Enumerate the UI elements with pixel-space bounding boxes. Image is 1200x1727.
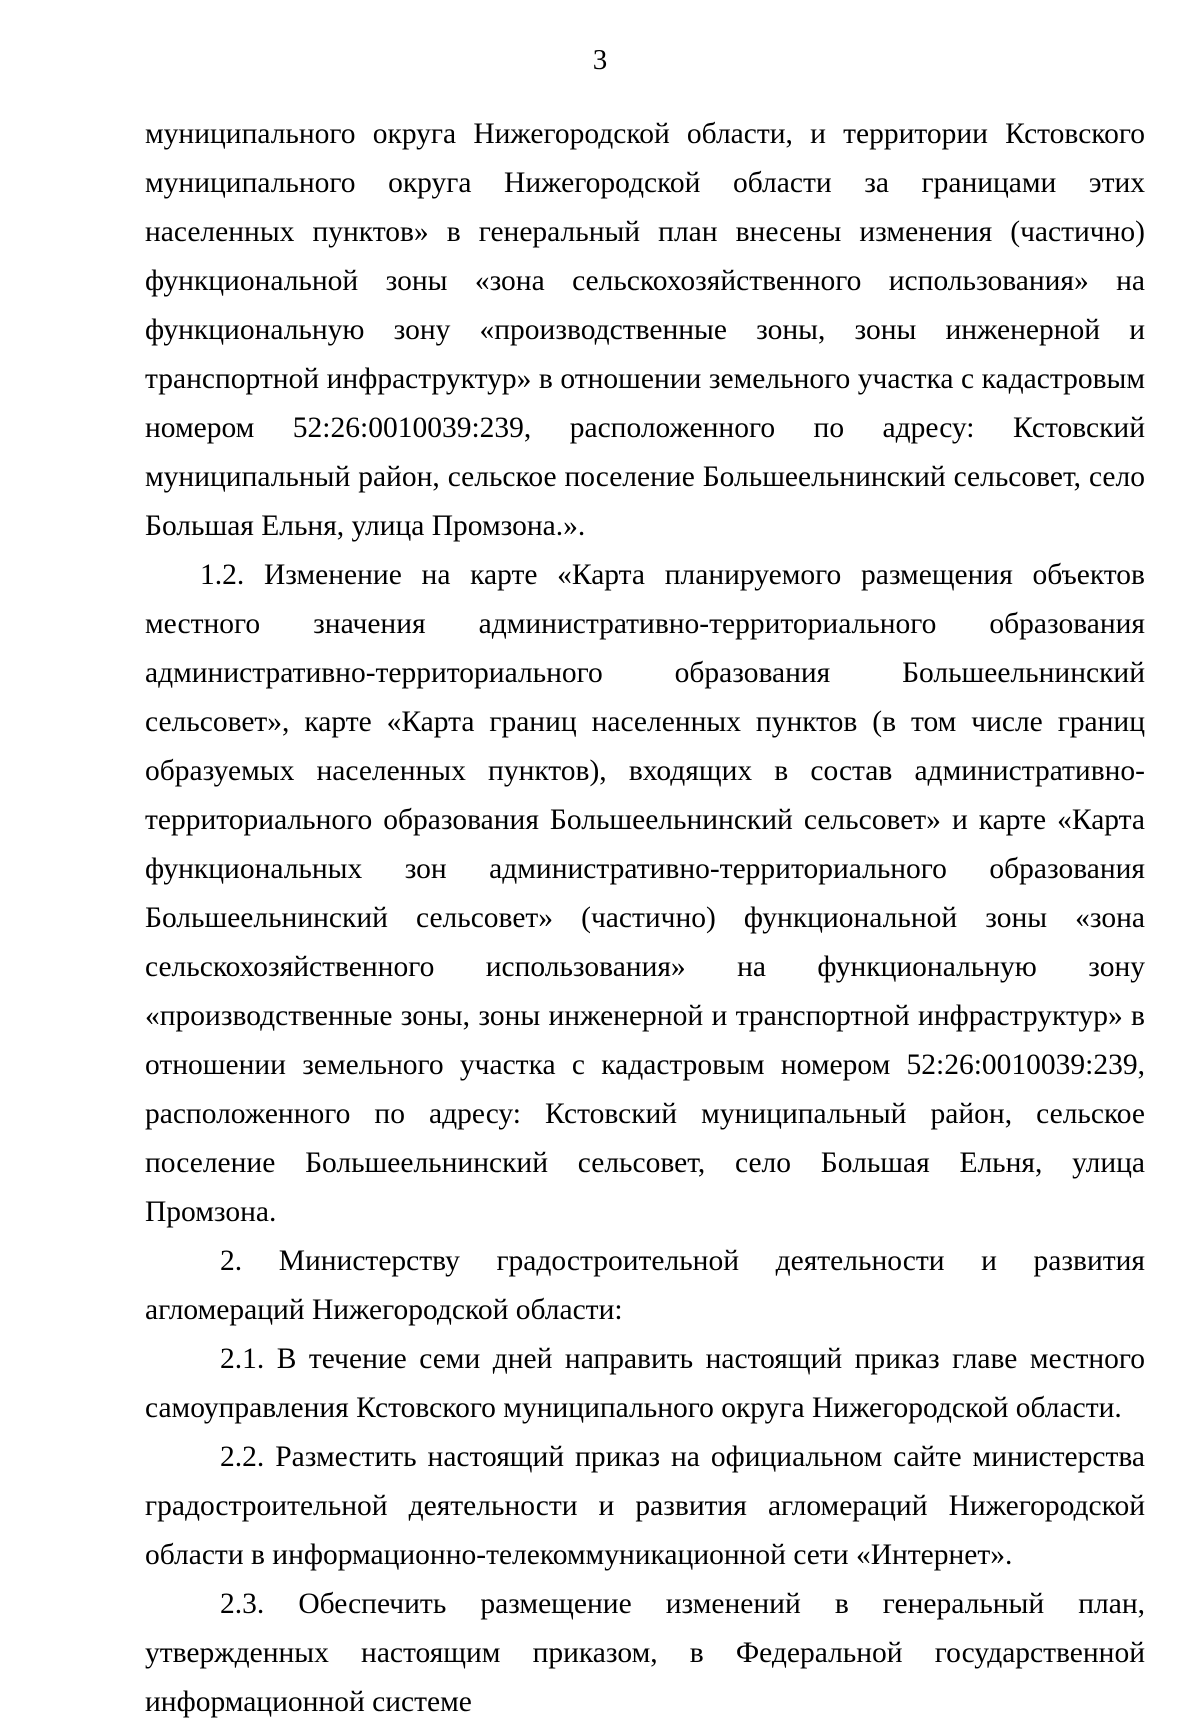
paragraph-1-2: 1.2. Изменение на карте «Карта планируемого размещения объектов местного значения административно-территориального образования административно-территориального образования Большеельнинский сельсовет», карте «Карта границ населенных пунктов (в том числе границ образуемых населенных пунктов), входящих в состав административно-территориального образования Большеельнинский сельсовет» и карте «Карта функциональных зон административно-территориального образования Большеельнинский сельсовет» (частично) функциональной зоны «зона сельскохозяйственного использования» на функциональную зону «производственные зоны, зоны инженерной и транспортной инфраструктур» в отношении земельного участка с кадастровым номером 52:26:0010039:239, расположенного по адресу: Кстовский муниципальный район, сельское поселение Большеельнинский сельсовет, село Большая Ельня, улица Промзона. — [145, 559, 1145, 1228]
page-number: 3 — [592, 44, 608, 76]
paragraph-2: 2. Министерству градостроительной деятельности и развития агломераций Нижегородской области: — [145, 1245, 1145, 1326]
paragraph-2-1: 2.1. В течение семи дней направить настоящий приказ главе местного самоуправления Кстовского муниципального округа Нижегородской области. — [145, 1343, 1145, 1424]
paragraph-2-3: 2.3. Обеспечить размещение изменений в генеральный план, утвержденных настоящим приказом, в Федеральной государственной информационной системе — [145, 1588, 1145, 1718]
paragraph-2-2: 2.2. Разместить настоящий приказ на официальном сайте министерства градостроительной деятельности и развития агломераций Нижегородской области в информационно-телекоммуникационной сети «Интернет». — [145, 1441, 1145, 1571]
paragraph-continuation: муниципального округа Нижегородской области, и территории Кстовского муниципального округа Нижегородской области за границами этих населенных пунктов» в генеральный план внесены изменения (частично) функциональной зоны «зона сельскохозяйственного использования» на функциональную зону «производственные зоны, зоны инженерной и транспортной инфраструктур» в отношении земельного участка с кадастровым номером 52:26:0010039:239, расположенного по адресу: Кстовский муниципальный район, сельское поселение Большеельнинский сельсовет, село Большая Ельня, улица Промзона.». — [145, 118, 1145, 542]
document-body — [145, 110, 1145, 1727]
